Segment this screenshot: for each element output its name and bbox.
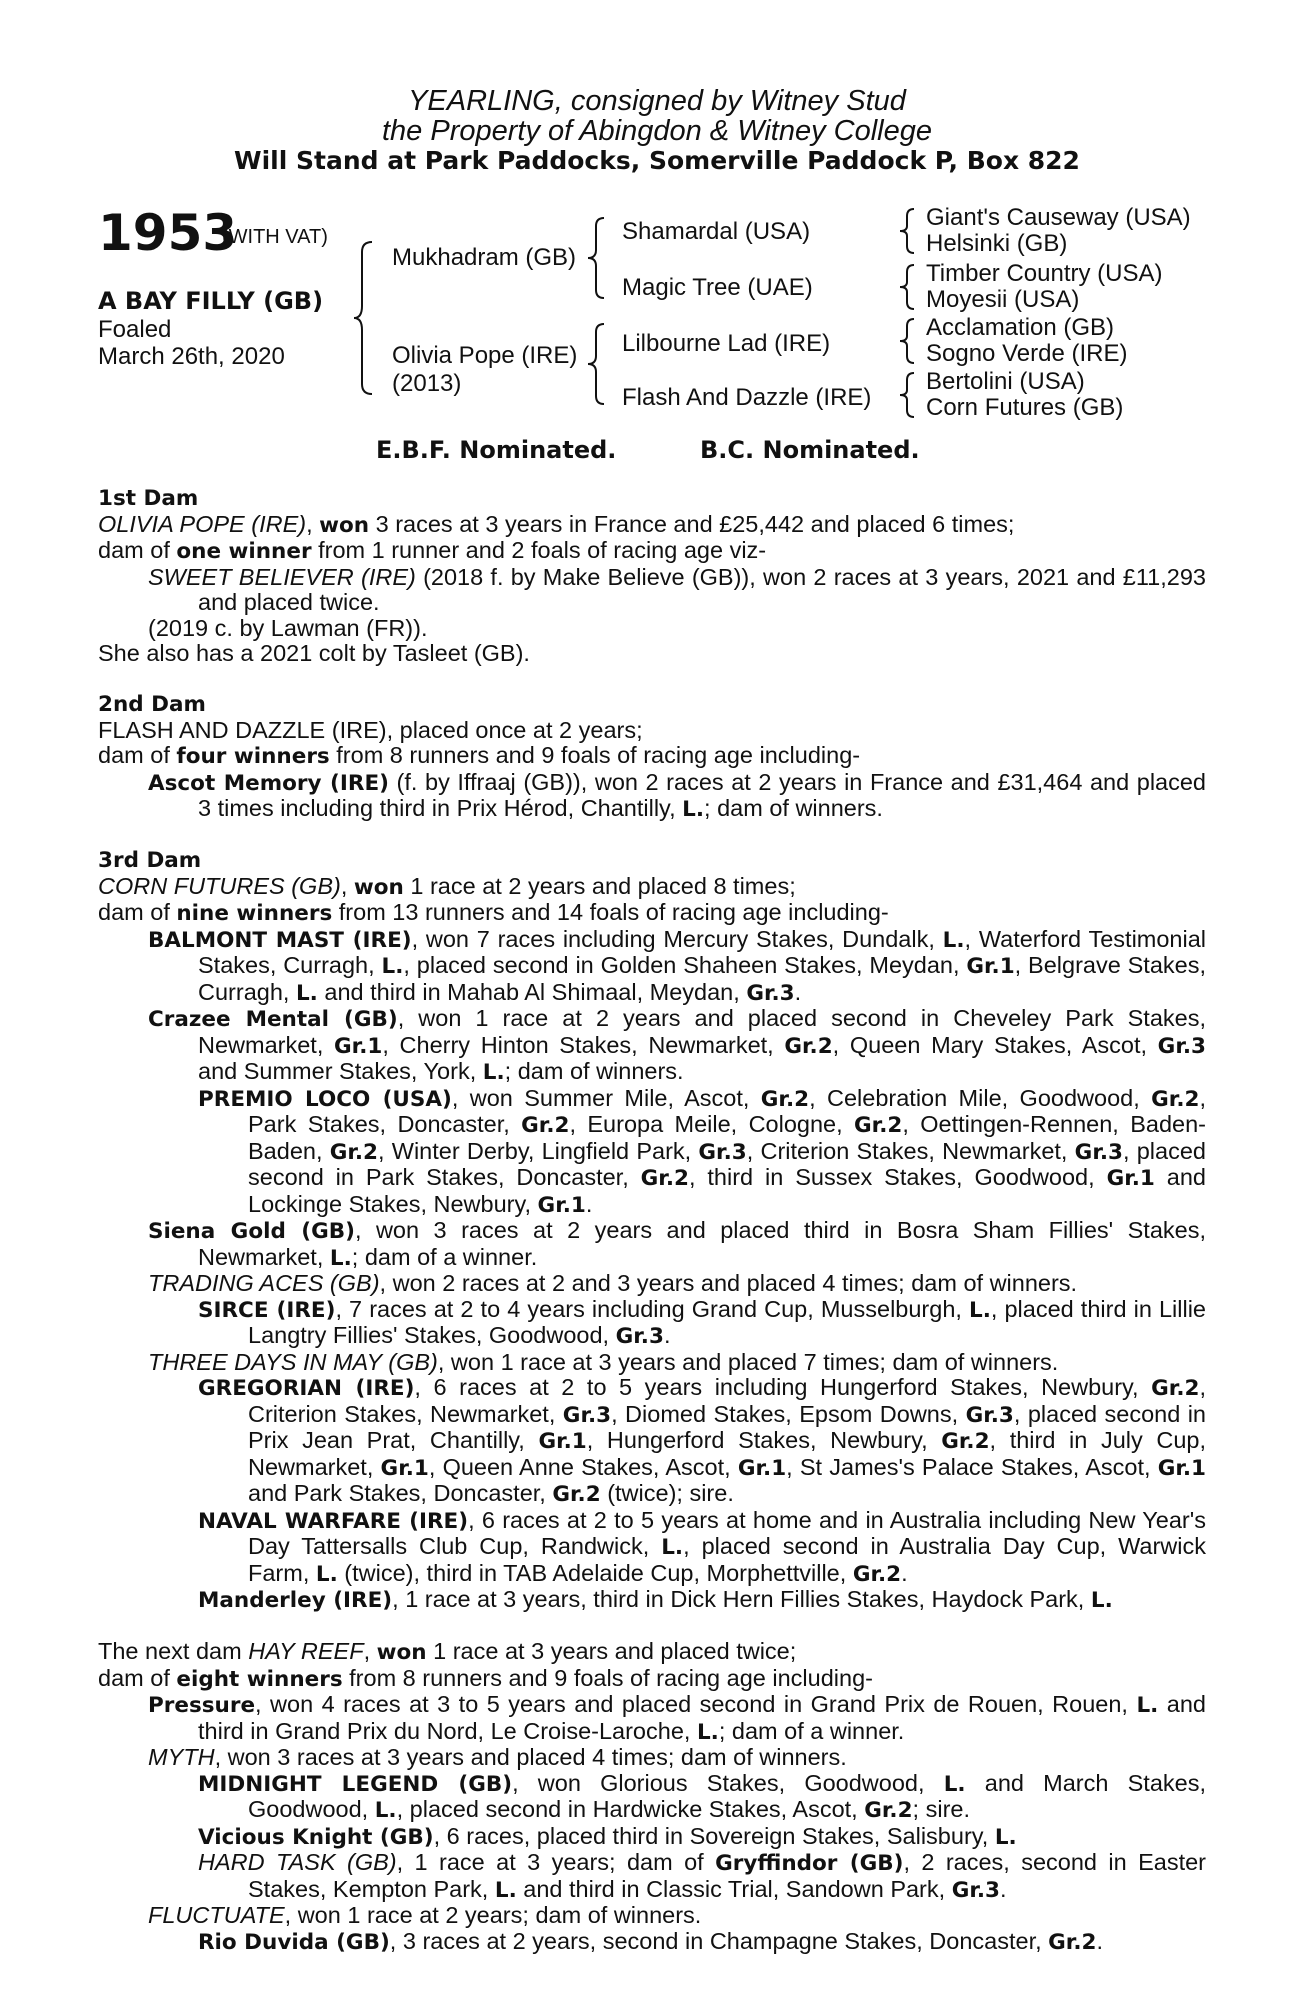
pedigree-brace-dd xyxy=(898,370,922,420)
pedigree-sss: Giant's Causeway (USA) xyxy=(926,204,1191,231)
produce-entry: Manderley (IRE), 1 race at 3 years, third in Dick Hern Fillies Stakes, Haydock Park, L. xyxy=(198,1586,1113,1613)
produce-entry: (2019 c. by Lawman (FR)). xyxy=(148,614,428,641)
pedigree-ssd: Helsinki (GB) xyxy=(926,230,1068,257)
property-line: the Property of Abingdon & Witney College xyxy=(382,115,932,147)
stand-location: Will Stand at Park Paddocks, Somerville Paddock P, Box 822 xyxy=(234,146,1080,175)
pedigree-notes xyxy=(98,486,1206,1955)
produce-entry: SWEET BELIEVER (IRE) (2018 f. by Make Believe (GB)), won 2 races at 3 years, 2021 and £11,293 and placed twice. xyxy=(148,563,1206,615)
ebf-nomination: E.B.F. Nominated. xyxy=(376,436,617,464)
produce-entry: TRADING ACES (GB), won 2 races at 2 and 3 years and placed 4 times; dam of winners. xyxy=(148,1270,1078,1296)
produce-entry: Rio Duvida (GB), 3 races at 2 years, second in Champagne Stakes, Doncaster, Gr.2. xyxy=(198,1927,1103,1955)
produce-entry: PREMIO LOCO (USA), won Summer Mile, Ascot, Gr.2, Celebration Mile, Goodwood, Gr.2, Park Stakes, Doncaster, Gr.2, Europa Meile, Cologne, Gr.2, Oettingen-Rennen, Baden-Baden, Gr.2, Winter Derby, Lingfield Park, Gr.3, Criterion Stakes, Newmarket, Gr.3, placed second in Park Stakes, Doncaster, Gr.2, third in Sussex Stakes, Goodwood, Gr.1 and Lockinge Stakes, Newbury, Gr.1. xyxy=(198,1084,1206,1218)
pedigree-dam-year: (2013) xyxy=(392,370,462,397)
third-dam-heading: 3rd Dam xyxy=(98,848,202,873)
pedigree-brace-ds xyxy=(898,316,922,366)
produce-entry: HARD TASK (GB), 1 race at 3 years; dam of Gryffindor (GB), 2 races, second in Easter Stakes, Kempton Park, L. and third in Classic Trial, Sandown Park, Gr.3. xyxy=(198,1849,1206,1903)
produce-entry: Siena Gold (GB), won 3 races at 2 years and placed third in Bosra Sham Fillies' Stakes, Newmarket, L.; dam of a winner. xyxy=(148,1217,1206,1271)
next-dam-line: The next dam HAY REEF, won 1 race at 3 years and placed twice; xyxy=(98,1638,797,1665)
lot-number: 1953 xyxy=(98,204,238,262)
pedigree-dss: Acclamation (GB) xyxy=(926,314,1115,341)
pedigree-brace-dam xyxy=(588,320,614,408)
produce-entry: SIRCE (IRE), 7 races at 2 to 4 years including Grand Cup, Musselburgh, L., placed third in Lillie Langtry Fillies' Stakes, Goodwood, Gr.3. xyxy=(198,1295,1206,1349)
pedigree-sdd: Moyesii (USA) xyxy=(926,286,1080,313)
horse-name: CORN FUTURES (GB) xyxy=(98,872,341,899)
pedigree-brace-sire xyxy=(588,214,614,302)
pedigree-ddd: Corn Futures (GB) xyxy=(926,394,1124,421)
next-dam-produce-line: dam of eight winners from 8 runners and 9 foals of racing age including- xyxy=(98,1664,873,1692)
produce-entry: MYTH, won 3 races at 3 years and placed 4 times; dam of winners. xyxy=(148,1744,847,1770)
pedigree-sire-dam: Magic Tree (UAE) xyxy=(622,274,813,301)
third-dam-produce-line: dam of nine winners from 13 runners and 14 foals of racing age including- xyxy=(98,899,889,926)
bc-nomination: B.C. Nominated. xyxy=(700,436,920,464)
first-dam-line: OLIVIA POPE (IRE), won 3 races at 3 years in France and £25,442 and placed 6 times; xyxy=(98,510,1015,538)
pedigree-dam-dam: Flash And Dazzle (IRE) xyxy=(622,384,872,411)
pedigree-brace-sd xyxy=(898,262,922,312)
produce-entry: FLUCTUATE, won 1 race at 2 years; dam of winners. xyxy=(148,1902,702,1928)
produce-entry: Ascot Memory (IRE) (f. by Iffraaj (GB)), won 2 races at 2 years in France and £31,464 and placed 3 times including third in Prix Hérod, Chantilly, L.; dam of winners. xyxy=(148,768,1207,822)
vat-note: (WITH VAT) xyxy=(222,226,328,248)
produce-entry: Vicious Knight (GB), 6 races, placed third in Sovereign Stakes, Salisbury, L. xyxy=(198,1822,1017,1850)
pedigree-dam-sire: Lilbourne Lad (IRE) xyxy=(622,330,831,357)
horse-name: Ascot Memory (IRE) xyxy=(148,770,389,796)
pedigree-sire-sire: Shamardal (USA) xyxy=(622,218,811,245)
pedigree-sds: Timber Country (USA) xyxy=(926,260,1163,287)
horse-name: SWEET BELIEVER (IRE) xyxy=(148,563,416,590)
pedigree-brace-main xyxy=(354,238,384,398)
foaled-label: Foaled xyxy=(98,316,172,343)
also-has-line: She also has a 2021 colt by Tasleet (GB). xyxy=(98,640,530,666)
foaled-date: March 26th, 2020 xyxy=(98,343,285,370)
pedigree-dsd: Sogno Verde (IRE) xyxy=(926,340,1128,367)
lot-title: A BAY FILLY (GB) xyxy=(98,287,324,315)
third-dam-line: CORN FUTURES (GB), won 1 race at 2 years and placed 8 times; xyxy=(98,872,796,900)
first-dam-heading: 1st Dam xyxy=(98,486,199,511)
pedigree-dam: Olivia Pope (IRE) xyxy=(392,342,578,369)
foaled-info xyxy=(98,316,285,370)
produce-entry: Crazee Mental (GB), won 1 race at 2 years and placed second in Cheveley Park Stakes, Newmarket, Gr.1, Cherry Hinton Stakes, Newmarket, Gr.2, Queen Mary Stakes, Ascot, Gr.3 and Summer Stakes, York, L.; dam of winners. xyxy=(148,1005,1207,1085)
produce-entry: MIDNIGHT LEGEND (GB), won Glorious Stakes, Goodwood, L. and March Stakes, Goodwood, L., placed second in Hardwicke Stakes, Ascot, Gr.2; sire. xyxy=(198,1769,1206,1823)
pedigree-brace-ss xyxy=(898,206,922,256)
second-dam-produce-line: dam of four winners from 8 runners and 9 foals of racing age including- xyxy=(98,742,861,769)
produce-entry: GREGORIAN (IRE), 6 races at 2 to 5 years including Hungerford Stakes, Newbury, Gr.2, Criterion Stakes, Newmarket, Gr.3, Diomed Stakes, Epsom Downs, Gr.3, placed second in Prix Jean Prat, Chantilly, Gr.1, Hungerford Stakes, Newbury, Gr.2, third in July Cup, Newmarket, Gr.1, Queen Anne Stakes, Ascot, Gr.1, St James's Palace Stakes, Ascot, Gr.1 and Park Stakes, Doncaster, Gr.2 (twice); sire. xyxy=(198,1374,1206,1507)
second-dam-heading: 2nd Dam xyxy=(98,692,206,717)
pedigree-sire: Mukhadram (GB) xyxy=(392,244,577,271)
first-dam-produce-line: dam of one winner from 1 runner and 2 foals of racing age viz- xyxy=(98,537,767,564)
horse-name: OLIVIA POPE (IRE) xyxy=(98,510,307,537)
produce-entry: BALMONT MAST (IRE), won 7 races including Mercury Stakes, Dundalk, L., Waterford Testimonial Stakes, Curragh, L., placed second in Golden Shaheen Stakes, Meydan, Gr.1, Belgrave Stakes, Curragh, L. and third in Mahab Al Shimaal, Meydan, Gr.3. xyxy=(148,925,1207,1006)
produce-entry: Pressure, won 4 races at 3 to 5 years and placed second in Grand Prix de Rouen, Rouen, L. and third in Grand Prix du Nord, Le Croise-Laroche, L.; dam of a winner. xyxy=(148,1691,1206,1745)
produce-entry: THREE DAYS IN MAY (GB), won 1 race at 3 years and placed 7 times; dam of winners. xyxy=(148,1348,1059,1375)
consignor-line: YEARLING, consigned by Witney Stud xyxy=(408,85,906,117)
second-dam-line: FLASH AND DAZZLE (IRE), placed once at 2 years; xyxy=(98,716,643,743)
pedigree-dds: Bertolini (USA) xyxy=(926,368,1085,395)
produce-entry: NAVAL WARFARE (IRE), 6 races at 2 to 5 years at home and in Australia including New Year's Day Tattersalls Club Cup, Randwick, L., placed second in Australia Day Cup, Warwick Farm, L. (twice), third in TAB Adelaide Cup, Morphettville, Gr.2. xyxy=(198,1506,1206,1587)
